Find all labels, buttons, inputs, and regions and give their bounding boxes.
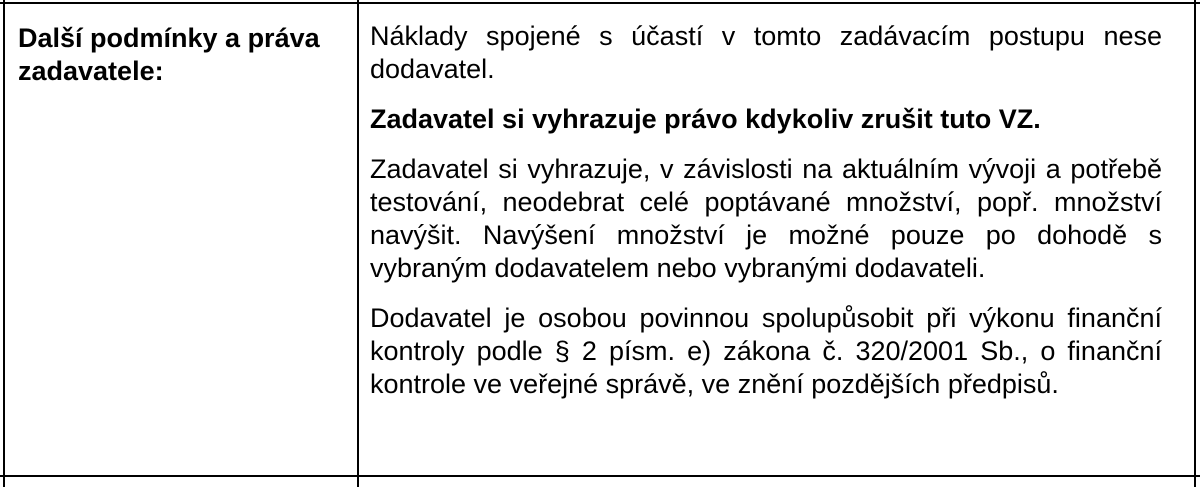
row-label: Další podmínky a práva zadavatele: — [18, 23, 320, 86]
table-border-middle — [357, 0, 359, 487]
table-border-right — [1194, 0, 1196, 487]
row-content — [370, 20, 1162, 401]
paragraph-costs: Náklady spojené s účastí v tomto zadávacím postupu nese dodavatel. — [370, 21, 1162, 84]
paragraph-quantity-reservation: Zadavatel si vyhrazuje, v závislosti na aktuálním vývoji a potřebě testování, neodebrat celé poptávané množství, popř. množství navýšit. Navýšení množství je možné pouze po dohodě s vybraným dodavatelem nebo vybranými dodavateli. — [370, 154, 1162, 283]
table-border-left — [3, 0, 5, 487]
table-border-top — [0, 2, 1200, 4]
paragraph-cancellation-right: Zadavatel si vyhrazuje právo kdykoliv zrušit tuto VZ. — [370, 104, 1041, 134]
paragraph-financial-control: Dodavatel je osobou povinnou spolupůsobit při výkonu finanční kontroly podle § 2 písm. e) zákona č. 320/2001 Sb., o finanční kontrole ve veřejné správě, ve znění pozdějších předpisů. — [370, 303, 1162, 399]
table-border-bottom — [0, 475, 1200, 477]
